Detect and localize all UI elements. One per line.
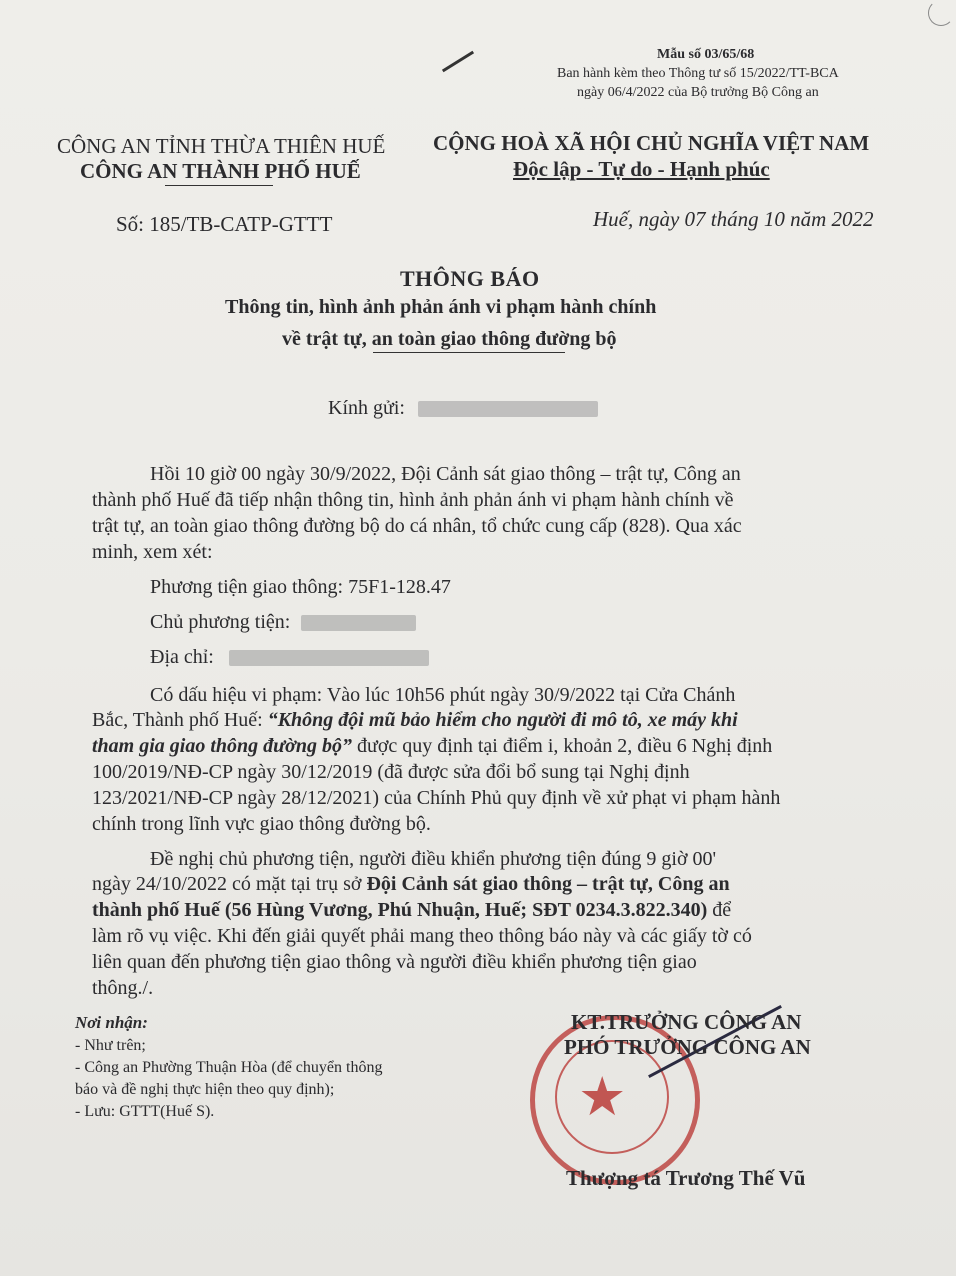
para3-text: ngày 24/10/2022 có mặt tại trụ sở	[92, 873, 367, 895]
violation-text: tham gia giao thông đường bộ”	[92, 735, 352, 757]
form-number: Mẫu số 03/65/68	[657, 47, 755, 62]
recipients-item: - Công an Phường Thuận Hòa (để chuyển thông	[75, 1059, 383, 1076]
agency-line-1: CÔNG AN TỈNH THỪA THIÊN HUẾ	[57, 134, 386, 158]
para2-line-2	[92, 709, 738, 732]
nation-motto: Độc lập - Tự do - Hạnh phúc	[513, 157, 770, 181]
vehicle-plate: Phương tiện giao thông: 75F1-128.47	[150, 576, 451, 598]
recipients-item: - Như trên;	[75, 1037, 146, 1054]
para3-line-3	[92, 899, 731, 922]
para2-line-3	[92, 735, 772, 758]
para2-text: Bắc, Thành phố Huế:	[92, 709, 268, 731]
para2-line-6: chính trong lĩnh vực giao thông đường bộ.	[92, 813, 431, 835]
para2-line-4: 100/2019/NĐ-CP ngày 30/12/2019 (đã được sửa đổi bổ sung tại Nghị định	[92, 761, 690, 783]
para3-text: để	[707, 899, 732, 921]
redacted-owner	[301, 615, 416, 631]
para2-line-5: 123/2021/NĐ-CP ngày 28/12/2021) của Chính Phủ quy định về xử phạt vi phạm hành	[92, 787, 781, 809]
para3-line-5: liên quan đến phương tiện giao thông và người điều khiển phương tiện giao	[92, 951, 697, 973]
address-label: Địa chỉ:	[150, 646, 214, 668]
corner-mark	[928, 0, 954, 26]
para3-line-6: thông./.	[92, 977, 154, 999]
owner-label: Chủ phương tiện:	[150, 611, 291, 633]
para2-line-1: Có dấu hiệu vi phạm: Vào lúc 10h56 phút ngày 30/9/2022 tại Cửa Chánh	[150, 684, 736, 706]
violation-text: “Không đội mũ bảo hiểm cho người đi mô tô, xe máy khi	[267, 709, 738, 731]
para3-line-1: Đề nghị chủ phương tiện, người điều khiển phương tiện đúng 9 giờ 00'	[150, 848, 717, 870]
para2-text: được quy định tại điểm i, khoản 2, điều 6 Nghị định	[352, 735, 773, 757]
signer-title-2: PHÓ TRƯỞNG CÔNG AN	[564, 1035, 811, 1059]
nation-line-1: CỘNG HOÀ XÃ HỘI CHỦ NGHĨA VIỆT NAM	[433, 131, 870, 155]
doc-number: Số: 185/TB-CATP-GTTT	[116, 212, 333, 236]
agency-line-2: CÔNG AN THÀNH PHỐ HUẾ	[80, 159, 361, 183]
issued-line-1: Ban hành kèm theo Thông tư số 15/2022/TT-BCA	[557, 66, 839, 81]
document-subtitle-1: Thông tin, hình ảnh phản ánh vi phạm hành chính	[225, 296, 657, 318]
address-row	[150, 646, 429, 669]
recipient-label: Kính gửi:	[328, 397, 405, 419]
star-icon: ★	[578, 1067, 627, 1127]
redacted-recipient	[418, 401, 598, 417]
recipient-row	[328, 397, 598, 420]
office-name: Đội Cảnh sát giao thông – trật tự, Công an	[366, 873, 730, 895]
para1-line: trật tự, an toàn giao thông đường bộ do cá nhân, tổ chức cung cấp (828). Qua xác	[92, 515, 742, 537]
issued-line-2: ngày 06/4/2022 của Bộ trưởng Bộ Công an	[577, 85, 819, 100]
agency-underline	[165, 185, 273, 186]
signer-title-1: KT.TRƯỞNG CÔNG AN	[571, 1010, 802, 1034]
recipients-item: báo và đề nghị thực hiện theo quy định);	[75, 1081, 335, 1098]
document-subtitle-2: về trật tự, an toàn giao thông đường bộ	[282, 328, 617, 350]
para1-line: Hồi 10 giờ 00 ngày 30/9/2022, Đội Cảnh sát giao thông – trật tự, Công an	[150, 463, 741, 485]
document-title: THÔNG BÁO	[400, 266, 540, 291]
signer-name: Thượng tá Trương Thế Vũ	[566, 1166, 806, 1190]
para1-line: thành phố Huế đã tiếp nhận thông tin, hình ảnh phản ánh vi phạm hành chính về	[92, 489, 734, 511]
place-date: Huế, ngày 07 tháng 10 năm 2022	[593, 207, 874, 231]
recipients-item: - Lưu: GTTT(Huế S).	[75, 1103, 215, 1120]
para3-line-4: làm rõ vụ việc. Khi đến giải quyết phải mang theo thông báo này và các giấy tờ có	[92, 925, 752, 947]
para3-line-2	[92, 873, 730, 896]
recipients-title: Nơi nhận:	[75, 1013, 148, 1032]
owner-row	[150, 611, 416, 634]
title-underline	[373, 352, 565, 353]
pen-mark	[442, 51, 474, 73]
redacted-address	[229, 650, 429, 666]
para1-line: minh, xem xét:	[92, 541, 213, 563]
office-address: thành phố Huế (56 Hùng Vương, Phú Nhuận, Huế; SĐT 0234.3.822.340)	[92, 899, 708, 921]
